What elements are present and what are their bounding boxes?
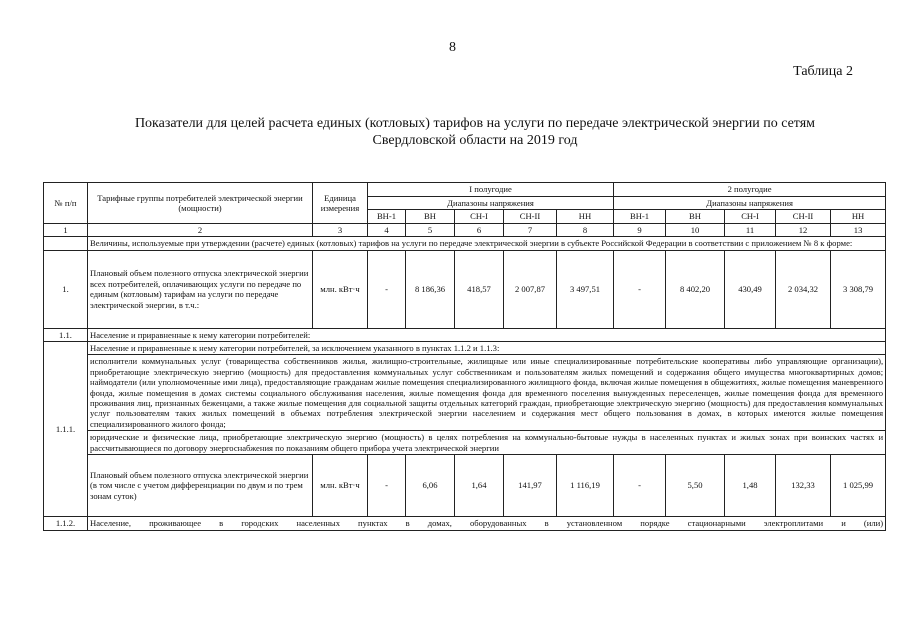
page-number: 8: [449, 40, 456, 55]
value-cell: 3 497,51: [557, 250, 614, 328]
col-number: 5: [406, 223, 455, 236]
row-text: юридические и физические лица, приобретающие электрическую энергию (мощность) в целях потребления на коммунально-бытовые нужды в населенных пунктах и жилых зонах при воинских частях и рассчитывающиеся по договору энергоснабжения по показаниям общего прибора учета электрической энергии: [88, 431, 886, 455]
column-number-row: [44, 223, 886, 236]
row-number: 1.1.: [44, 328, 88, 341]
table-row-1-1-1-d: [44, 455, 886, 517]
col-number: 8: [557, 223, 614, 236]
col-number: 12: [776, 223, 831, 236]
table-row-1-1-1-c: [44, 431, 886, 455]
header-ranges-2: Диапазоны напряжения: [614, 197, 886, 210]
value-cell: 1,48: [725, 455, 776, 517]
row-number: 1.: [44, 250, 88, 328]
col-number: 3: [313, 223, 368, 236]
table-label: Таблица 2: [793, 64, 853, 79]
value-cell: 3 308,79: [831, 250, 886, 328]
header-ranges-1: Диапазоны напряжения: [368, 197, 614, 210]
value-cell: -: [614, 250, 666, 328]
header-half-2: 2 полугодие: [614, 183, 886, 197]
table-row-1-1-1-b: [44, 355, 886, 431]
level-h2-sn1: СН-I: [725, 210, 776, 223]
level-h1-nn: НН: [557, 210, 614, 223]
row-number: 1.1.2.: [44, 517, 88, 530]
header-unit: Единица измерения: [313, 183, 368, 224]
value-cell: 6,06: [406, 455, 455, 517]
table-row-1-1-2: [44, 517, 886, 530]
col-number: 6: [455, 223, 504, 236]
col-number: 2: [88, 223, 313, 236]
tariff-table: [43, 182, 886, 531]
value-cell: -: [614, 455, 666, 517]
level-h2-nn: НН: [831, 210, 886, 223]
value-cell: 1 116,19: [557, 455, 614, 517]
intro-row: [44, 237, 886, 250]
value-cell: 418,57: [455, 250, 504, 328]
col-number: 9: [614, 223, 666, 236]
value-cell: 1,64: [455, 455, 504, 517]
col-number: 4: [368, 223, 406, 236]
table-row-1: [44, 250, 886, 328]
col-number: 1: [44, 223, 88, 236]
value-cell: 8 186,36: [406, 250, 455, 328]
value-cell: 141,97: [504, 455, 557, 517]
header-groups: Тарифные группы потребителей электрической энергии (мощности): [88, 183, 313, 224]
level-h1-vn: ВН: [406, 210, 455, 223]
row-label: Плановый объем полезного отпуска электрической энергии (в том числе с учетом дифференциации по двум и по трем зонам суток): [88, 455, 313, 517]
level-h1-sn2: СН-II: [504, 210, 557, 223]
header-half-1: I полугодие: [368, 183, 614, 197]
level-h1-vn1: ВН-1: [368, 210, 406, 223]
level-h1-sn1: СН-I: [455, 210, 504, 223]
table-row-1-1: [44, 328, 886, 341]
value-cell: 5,50: [666, 455, 725, 517]
title-line-1: Показатели для целей расчета единых (котловых) тарифов на услуги по передаче электрической энергии по сетям: [134, 116, 816, 131]
col-number: 11: [725, 223, 776, 236]
document-title: [110, 115, 840, 149]
value-cell: 2 007,87: [504, 250, 557, 328]
value-cell: 132,33: [776, 455, 831, 517]
value-cell: -: [368, 455, 406, 517]
value-cell: 2 034,32: [776, 250, 831, 328]
row-label: Плановый объем полезного отпуска электрической энергии всех потребителей, оплачивающих услуги по передаче по единым (котловым) тарифам на услуги по передаче электрической энергии, в т.ч.:: [88, 250, 313, 328]
value-cell: 1 025,99: [831, 455, 886, 517]
level-h2-vn1: ВН-1: [614, 210, 666, 223]
level-h2-sn2: СН-II: [776, 210, 831, 223]
value-cell: 430,49: [725, 250, 776, 328]
col-number: 10: [666, 223, 725, 236]
value-cell: -: [368, 250, 406, 328]
row-text: Население и приравненные к нему категории потребителей, за исключением указанного в пунктах 1.1.2 и 1.1.3:: [88, 342, 886, 355]
level-h2-vn: ВН: [666, 210, 725, 223]
header-num: № п/п: [44, 183, 88, 224]
col-number: 13: [831, 223, 886, 236]
row-number: 1.1.1.: [44, 342, 88, 517]
table-row-1-1-1-a: [44, 342, 886, 355]
value-cell: 8 402,20: [666, 250, 725, 328]
row-text: исполнители коммунальных услуг (товарищества собственников жилья, жилищно-строительные, жилищные или иные специализированные потребительские кооперативы либо управляющие организации), приобретающие электрическую энергию (мощность) для предоставления коммунальных услуг собственникам и пользователям жилых помещений и содержания общего имущества многоквартирных домов; наймодатели (или уполномоченные ими лица), предоставляющие гражданам жилые помещения специализированного жилищного фонда, включая жилые помещения в общежитиях, жилые помещения маневренного фонда, жилые помещения в домах системы социального обслуживания населения, жилые помещения фонда для временного поселения вынужденных переселенцев, жилые помещения фонда для временного проживания лиц, признанных беженцами, а также жилые помещения для социальной защиты отдельных категорий граждан, приобретающие электрическую энергию (мощность) для предоставления коммунальных услуг пользователям таких жилых помещений в объемах потребления электрической энергии населением и содержания мест общего пользования в домах, в которых имеются жилые помещения специализированного жилого фонда;: [88, 355, 886, 431]
col-number: 7: [504, 223, 557, 236]
intro-text: Величины, используемые при утверждении (расчете) единых (котловых) тарифов на услуги по передаче электрической энергии в субъекте Российской Федерации в соответствии с приложением № 8 к форме:: [88, 237, 886, 250]
row-unit: млн. кВт·ч: [313, 250, 368, 328]
title-line-2: Свердловской области на 2019 год: [372, 133, 578, 148]
row-label: Население и приравненные к нему категории потребителей:: [88, 328, 886, 341]
row-unit: млн. кВт·ч: [313, 455, 368, 517]
row-text: Население, проживающее в городских населенных пунктах в домах, оборудованных в установленном порядке стационарными электроплитами и (или): [88, 517, 886, 530]
